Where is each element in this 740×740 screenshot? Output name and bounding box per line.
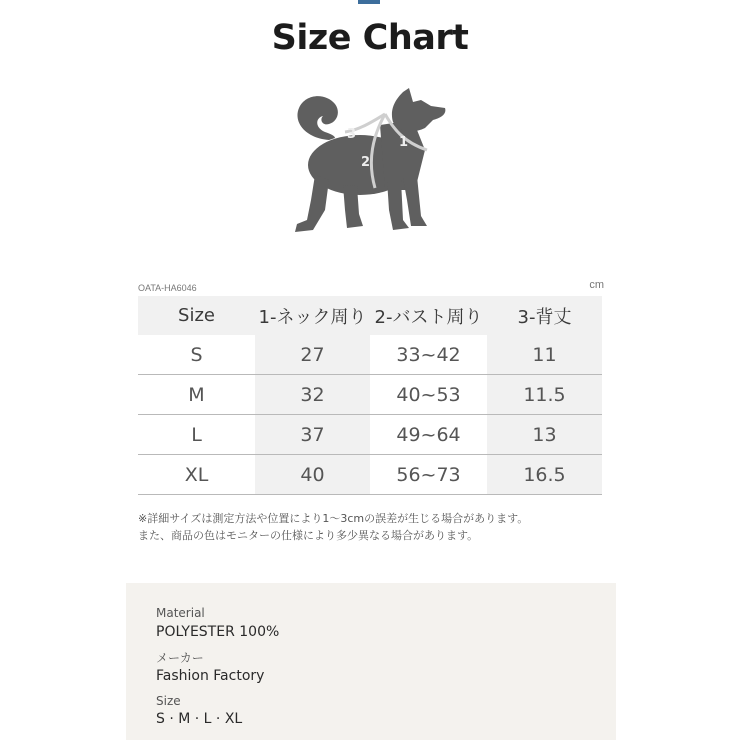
back-length-cell: 16.5	[487, 455, 602, 495]
header-bust: 2-バスト周り	[370, 296, 487, 335]
size-cell: L	[138, 415, 255, 455]
back-length-cell: 13	[487, 415, 602, 455]
table-header-row	[138, 296, 602, 335]
unit-label: cm	[589, 279, 604, 291]
neck-cell: 37	[255, 415, 370, 455]
dog-measurement-diagram	[285, 80, 455, 240]
table-row	[138, 375, 602, 415]
note-line: また、商品の色はモニターの仕様により多少異なる場合があります。	[138, 529, 479, 542]
table-row	[138, 455, 602, 495]
diagram-label-1: 1	[399, 135, 409, 150]
bust-cell: 49~64	[370, 415, 487, 455]
size-note	[138, 510, 528, 544]
size-table	[138, 296, 602, 495]
dog-illustration	[285, 80, 455, 240]
product-code: OATA-HA6046	[138, 283, 197, 293]
table-row	[138, 335, 602, 375]
size-value: S · M · L · XL	[156, 711, 243, 727]
neck-cell: 32	[255, 375, 370, 415]
back-length-cell: 11	[487, 335, 602, 375]
bust-cell: 56~73	[370, 455, 487, 495]
header-back-length: 3-背丈	[487, 296, 602, 335]
table-row	[138, 415, 602, 455]
top-accent-bar	[358, 0, 380, 4]
bust-cell: 40~53	[370, 375, 487, 415]
bust-cell: 33~42	[370, 335, 487, 375]
back-length-cell: 11.5	[487, 375, 602, 415]
maker-label: メーカー	[156, 651, 204, 665]
material-value: POLYESTER 100%	[156, 624, 280, 640]
product-info-box	[126, 583, 616, 740]
neck-cell: 40	[255, 455, 370, 495]
note-line: ※詳細サイズは測定方法や位置により1～3cmの誤差が生じる場合があります。	[138, 512, 529, 525]
size-label: Size	[156, 694, 181, 708]
size-cell: S	[138, 335, 255, 375]
diagram-label-3: 3	[347, 127, 357, 142]
maker-value: Fashion Factory	[156, 668, 265, 684]
page-title: Size Chart	[271, 18, 469, 58]
neck-cell: 27	[255, 335, 370, 375]
size-cell: M	[138, 375, 255, 415]
header-size: Size	[138, 296, 255, 335]
size-cell: XL	[138, 455, 255, 495]
material-label: Material	[156, 606, 205, 620]
diagram-label-2: 2	[361, 155, 371, 170]
header-neck: 1-ネック周り	[255, 296, 370, 335]
